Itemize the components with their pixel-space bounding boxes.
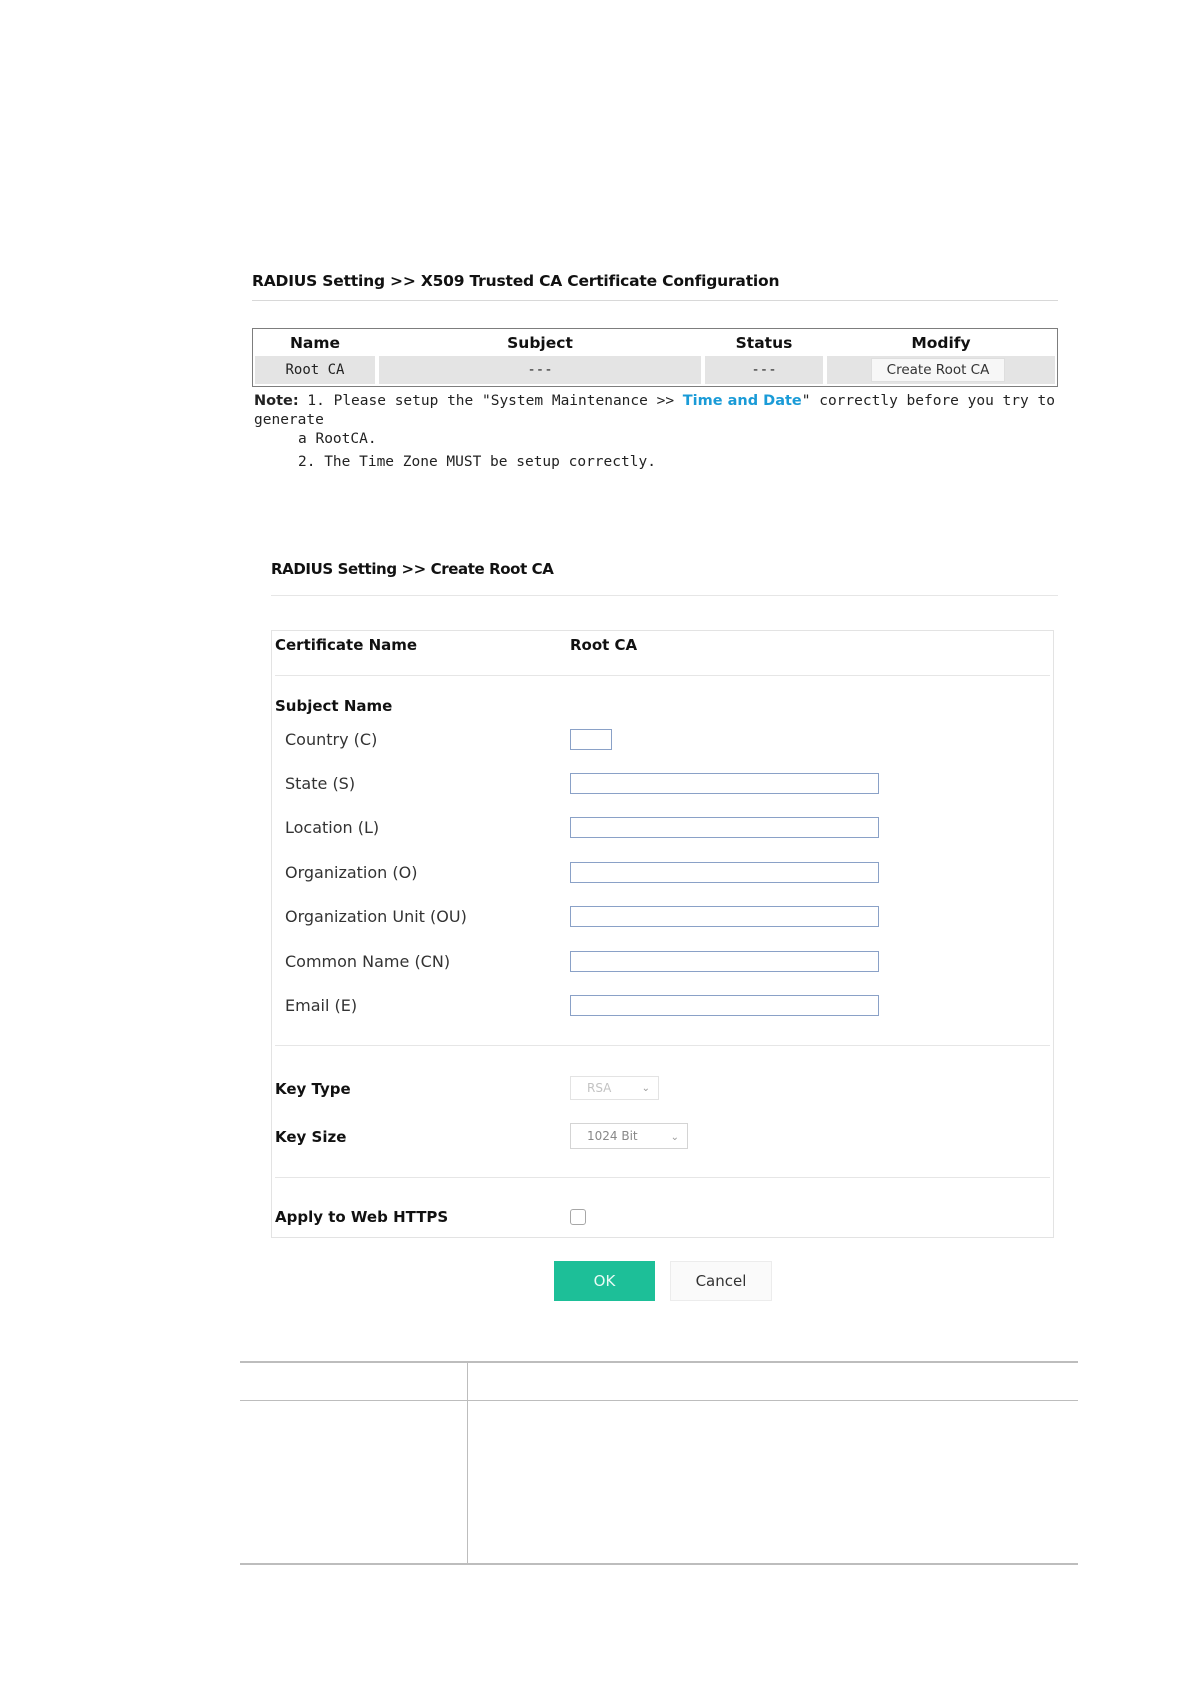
doc-table-top-border (240, 1361, 1078, 1363)
column-header-modify: Modify (911, 334, 971, 352)
column-header-status: Status (735, 334, 793, 352)
cell-status: --- (705, 356, 823, 384)
subject-name-label: Subject Name (275, 697, 393, 715)
create-root-ca-breadcrumb: RADIUS Setting >> Create Root CA (271, 560, 554, 578)
breadcrumb-divider (252, 300, 1058, 301)
key-type-select (570, 1076, 659, 1100)
key-size-label: Key Size (275, 1128, 347, 1146)
form-divider (275, 1045, 1050, 1046)
chevron-down-icon: ⌄ (641, 1083, 650, 1094)
trusted-ca-breadcrumb: RADIUS Setting >> X509 Trusted CA Certificate Configuration (252, 272, 780, 290)
cell-subject: --- (379, 356, 701, 384)
state-label: State (S) (285, 774, 356, 793)
country-input[interactable] (570, 729, 612, 750)
state-input[interactable] (570, 773, 879, 794)
location-label: Location (L) (285, 818, 380, 837)
cell-name: Root CA (255, 356, 375, 384)
doc-table-bottom-border (240, 1563, 1078, 1565)
common-name-label: Common Name (CN) (285, 952, 451, 971)
table-row (255, 356, 1055, 384)
note-line-1-continued: a RootCA. (298, 431, 377, 447)
key-size-select[interactable] (570, 1123, 688, 1149)
location-input[interactable] (570, 817, 879, 838)
note-line-1-prefix: 1. Please setup the "System Maintenance >> (298, 393, 683, 409)
trusted-ca-table (252, 328, 1058, 387)
organization-unit-input[interactable] (570, 906, 879, 927)
note-block (254, 392, 1064, 472)
breadcrumb-divider (271, 595, 1058, 596)
doc-table-header-divider (240, 1400, 1078, 1401)
form-divider (275, 675, 1050, 676)
apply-https-label: Apply to Web HTTPS (275, 1208, 449, 1226)
doc-table-column-divider (467, 1363, 468, 1563)
apply-https-checkbox[interactable] (570, 1209, 586, 1225)
note-label: Note: (254, 393, 299, 409)
chevron-down-icon: ⌄ (670, 1132, 679, 1143)
time-and-date-link[interactable]: Time and Date (682, 393, 802, 409)
ok-button[interactable]: OK (554, 1261, 655, 1301)
note-line-2: 2. The Time Zone MUST be setup correctly. (298, 454, 656, 470)
note-line-1 (254, 392, 1064, 430)
create-root-ca-button[interactable]: Create Root CA (871, 358, 1005, 382)
note-line-1-suffix: " correctly before you try to generate (254, 393, 1055, 428)
certificate-name-label: Certificate Name (275, 636, 418, 654)
column-header-name: Name (289, 334, 341, 352)
common-name-input[interactable] (570, 951, 879, 972)
key-type-label: Key Type (275, 1080, 351, 1098)
country-label: Country (C) (285, 730, 378, 749)
organization-input[interactable] (570, 862, 879, 883)
organization-label: Organization (O) (285, 863, 418, 882)
organization-unit-label: Organization Unit (OU) (285, 907, 467, 926)
key-type-value: RSA (587, 1081, 612, 1095)
column-header-subject: Subject (507, 334, 573, 352)
cancel-button[interactable]: Cancel (670, 1261, 772, 1301)
email-input[interactable] (570, 995, 879, 1016)
email-label: Email (E) (285, 996, 358, 1015)
key-size-value: 1024 Bit (587, 1129, 638, 1143)
certificate-name-value: Root CA (570, 636, 638, 654)
form-divider (275, 1177, 1050, 1178)
